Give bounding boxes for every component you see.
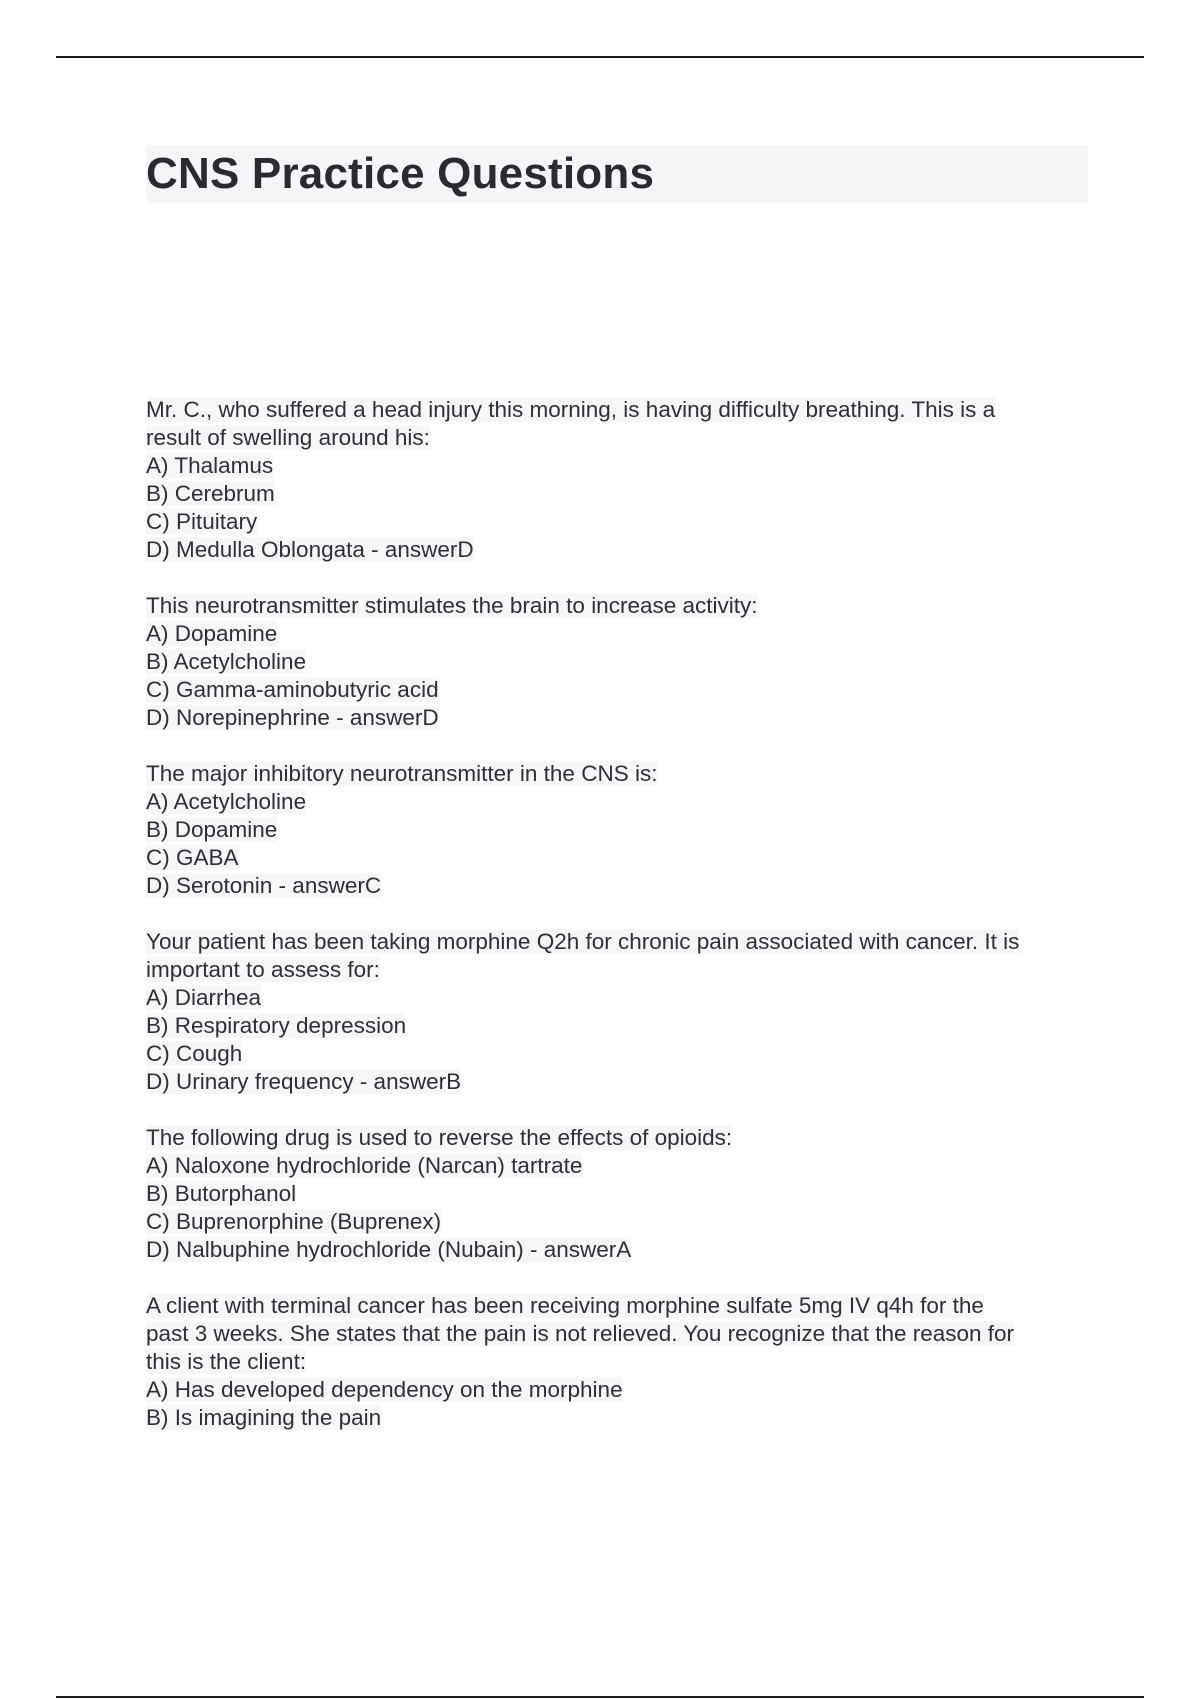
answer-option: A) Naloxone hydrochloride (Narcan) tartrate — [146, 1153, 583, 1178]
answer-option: A) Acetylcholine — [146, 789, 307, 814]
answer-option: B) Butorphanol — [146, 1181, 297, 1206]
answer-option: B) Cerebrum — [146, 481, 275, 506]
question-stem-line: The following drug is used to reverse the effects of opioids: — [146, 1125, 733, 1150]
question-stem-line: This neurotransmitter stimulates the brain to increase activity: — [146, 593, 758, 618]
question-stem-line: A client with terminal cancer has been receiving morphine sulfate 5mg IV q4h for the — [146, 1293, 984, 1318]
answer-option: D) Urinary frequency - answerB — [146, 1069, 462, 1094]
question-list — [146, 396, 1096, 1460]
answer-option: B) Respiratory depression — [146, 1013, 407, 1038]
question-stem-line: important to assess for: — [146, 957, 380, 982]
answer-option: B) Dopamine — [146, 817, 278, 842]
question-block — [146, 1292, 1096, 1432]
answer-option: D) Nalbuphine hydrochloride (Nubain) - answerA — [146, 1237, 632, 1262]
answer-option: C) Buprenorphine (Buprenex) — [146, 1209, 442, 1234]
question-stem-line: Your patient has been taking morphine Q2h for chronic pain associated with cancer. It is — [146, 929, 1020, 954]
answer-option: D) Serotonin - answerC — [146, 873, 382, 898]
answer-option: C) Cough — [146, 1041, 243, 1066]
title-band — [146, 145, 1088, 203]
answer-option: C) GABA — [146, 845, 239, 870]
question-stem-line: Mr. C., who suffered a head injury this morning, is having difficulty breathing. This is a — [146, 397, 996, 422]
top-rule — [56, 56, 1144, 58]
answer-option: B) Is imagining the pain — [146, 1405, 382, 1430]
answer-option: C) Pituitary — [146, 509, 258, 534]
question-block — [146, 396, 1096, 564]
bottom-rule — [56, 1696, 1144, 1698]
answer-option: A) Dopamine — [146, 621, 278, 646]
question-stem-line: The major inhibitory neurotransmitter in the CNS is: — [146, 761, 658, 786]
question-block — [146, 928, 1096, 1096]
question-stem-line: past 3 weeks. She states that the pain is not relieved. You recognize that the reason for — [146, 1321, 1015, 1346]
question-block — [146, 592, 1096, 732]
answer-option: A) Diarrhea — [146, 985, 262, 1010]
answer-option: A) Has developed dependency on the morphine — [146, 1377, 623, 1402]
answer-option: D) Medulla Oblongata - answerD — [146, 537, 474, 562]
question-stem-line: result of swelling around his: — [146, 425, 430, 450]
question-block — [146, 1124, 1096, 1264]
answer-option: D) Norepinephrine - answerD — [146, 705, 439, 730]
question-block — [146, 760, 1096, 900]
answer-option: C) Gamma-aminobutyric acid — [146, 677, 439, 702]
answer-option: B) Acetylcholine — [146, 649, 307, 674]
question-stem-line: this is the client: — [146, 1349, 307, 1374]
page-title: CNS Practice Questions — [146, 149, 655, 198]
answer-option: A) Thalamus — [146, 453, 274, 478]
